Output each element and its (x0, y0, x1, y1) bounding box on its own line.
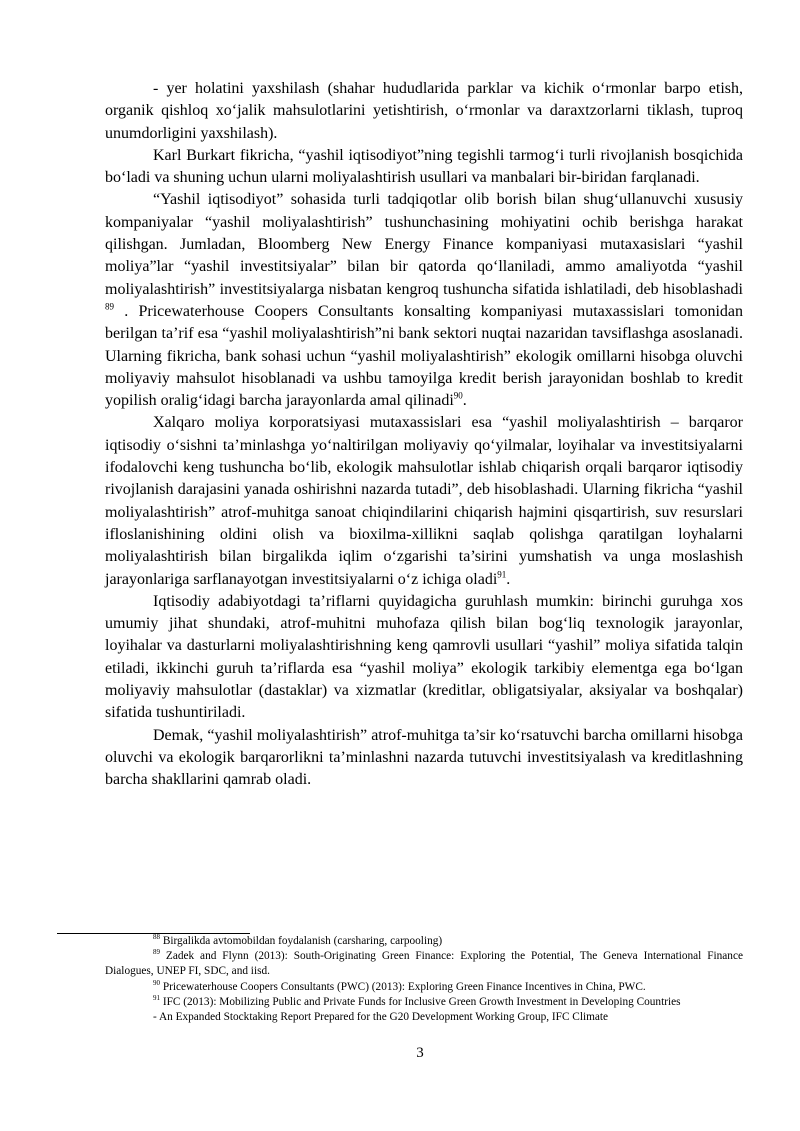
footnote-91: $^{91}$ IFC (2013): Mobilizing Public and Private Funds for Inclusive Green Growth Investment in Developing Countries (153, 994, 681, 1008)
footnote-ref-91[interactable]: 91 (497, 569, 507, 580)
footnote-ref-90[interactable]: 90 (453, 390, 463, 401)
paragraph-1: - yer holatini yaxshilash (shahar hududlarida parklar va kichik o‘rmonlar barpo etish, organik qishloq xo‘jalik mahsulotlarini yetishtirish, o‘rmonlar va daraxtzorlarni tiklash, tuproq unumdorligini yaxshilash). (105, 80, 743, 142)
footnotes (105, 934, 743, 1025)
footnote-89: $^{89}$ Zadek and Flynn (2013): South-Originating Green Finance: Exploring the Potential, The Geneva International Finance Dialogues, UNEP FI, SDC, and iisd. (105, 948, 743, 978)
paragraph-5: Iqtisodiy adabiyotdagi ta’riflarni quyidagicha guruhlash mumkin: birinchi guruhga xos umumiy jihat shundaki, atrof-muhitni muhofaza qilish bilan bog‘liq texnologik jarayonlar, loyihalar va dasturlarni moliyalashtirishning keng qamrovli usullari “yashil” moliya sifatida talqin etiladi, ikkinchi guruh ta’riflarda esa “yashil moliya” ekologik tarkibiy elementga ega bo‘lgan moliyaviy mahsulotlar (dastaklar) va xizmatlar (kreditlar, obligatsiyalar, aksiyalar va boshqalar) sifatida tushuntiriladi. (105, 592, 743, 722)
footnote-90: $^{90}$ Pricewaterhouse Coopers Consultants (PWC) (2013): Exploring Green Finance Incentives in China, PWC. (153, 978, 646, 993)
body-text (105, 78, 743, 792)
footnote-88: $^{88}$ Birgalikda avtomobildan foydalanish (carsharing, carpooling) (153, 933, 443, 947)
page-number: 3 (416, 1045, 424, 1061)
paragraph-2: Karl Burkart fikricha, “yashil iqtisodiyot”ning tegishli tarmog‘i turli rivojlanish bosqichida bo‘ladi va shuning uchun ularni moliyalashtirish usullari va manbalari bir-biridan farqlanadi. (105, 146, 743, 187)
paragraph-3: “Yashil iqtisodiyot” sohasida turli tadqiqotlar olib borish bilan shug‘ullanuvchi xususiy kompaniyalar “yashil moliyalashtirish” tushunchasining mohiyatini ochib berishga harakat qilishgan. Jumladan, Bloomberg New Energy Finance kompaniyasi mutaxasislari “yashil moliya”lar “yashil investitsiyalar” bilan bir qatorda qo‘llaniladi, ammo amaliyotda “yashil moliyalashtirish” investitsiyalarga nisbatan kengroq tushuncha sifatida ishlatiladi, deb hisoblashadi $^{89}$ . Pricewaterhouse Coopers Consultants konsalting kompaniyasi mutaxassislari tomonidan berilgan ta’rif esa “yashil moliyalashtirish”ni bank sektori nuqtai nazaridan tavsiflashga asoslanadi. Ularning fikricha, bank sohasi uchun “yashil moliyalashtirish” ekologik omillarni hisobga oluvchi moliyaviy mahsulot hisoblanadi va ushbu tamoyilga kredit berish jarayonidan boshlab to kredit yopilish oralig‘idagi barcha jarayonlarda amal qilinadi$^{90}$. (105, 191, 743, 410)
footnote-ref-89[interactable]: 89 (105, 301, 114, 312)
footnote-91-continued: - An Expanded Stocktaking Report Prepared for the G20 Development Working Group, IFC Climate (153, 1011, 609, 1024)
paragraph-4: Xalqaro moliya korporatsiyasi mutaxassislari esa “yashil moliyalashtirish – barqaror iqtisodiy o‘sishni ta’minlashga yo‘naltirilgan moliyaviy qo‘yilmalar, loyihalar va investitsiyalarni ifodalovchi keng tushuncha bo‘lib, ekologik mahsulotlar ishlab chiqarish orqali barqaror iqtisodiy rivojlanish darajasini yanada oshirishni nazarda tutadi”, deb hisoblashadi. Ularning fikricha “yashil moliyalashtirish” atrof-muhitga sanoat chiqindilarini chiqarish hajmini qisqartirish, suv resurslari ifloslanishining oldini olish va bioxilma-xillikni saqlab qolishga qaratilgan loyhalarni moliyalashtirish bilan birgalikda iqlim o‘zgarishi ta’sirini yumshatish va unga moslashish jarayonlariga sarflanayotgan investitsiyalarni o‘z ichiga oladi$^{91}$. (105, 414, 743, 588)
paragraph-6: Demak, “yashil moliyalashtirish” atrof-muhitga ta’sir ko‘rsatuvchi barcha omillarni hisobga oluvchi va ekologik barqarorlikni ta’minlashni nazarda tutuvchi investitsiyalash va kreditlashning barcha shakllarini qamrab oladi. (105, 726, 743, 789)
